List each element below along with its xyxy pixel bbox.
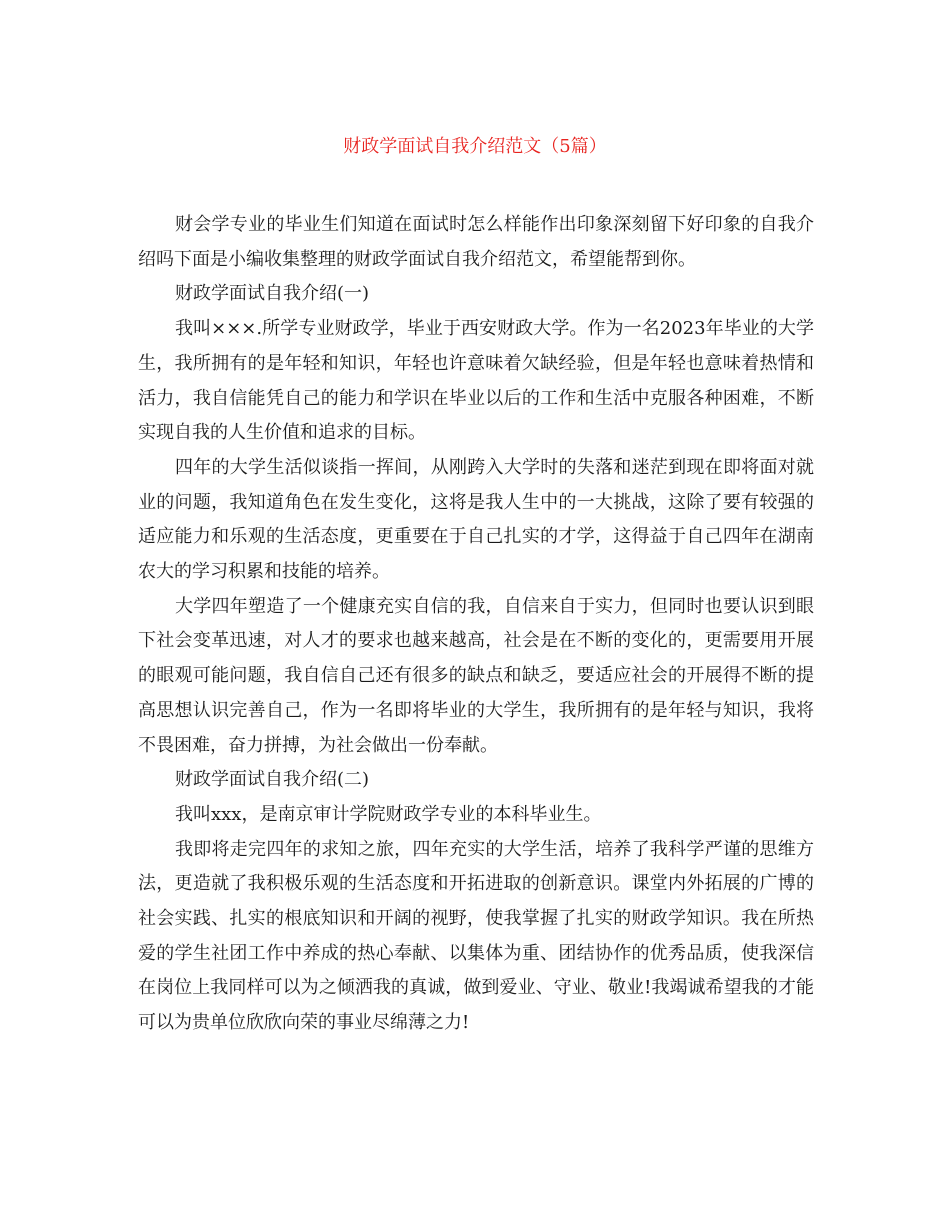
paragraph: 我即将走完四年的求知之旅，四年充实的大学生活，培养了我科学严谨的思维方法，更造就了我积极乐观的生活态度和开拓进取的创新意识。课堂内外拓展的广博的社会实践、扎实的根底知识和开阔的视野，使我掌握了扎实的财政学知识。我在所热爱的学生社团工作中养成的热心奉献、以集体为重、团结协作的优秀品质，使我深信在岗位上我同样可以为之倾洒我的真诚，做到爱业、守业、敬业!我竭诚希望我的才能可以为贵单位欣欣向荣的事业尽绵薄之力! [138, 838, 814, 1034]
section-heading-2: 财政学面试自我介绍(二) [175, 769, 370, 791]
document-title: 财政学面试自我介绍范文（5篇） [343, 136, 607, 157]
paragraph: 大学四年塑造了一个健康充实自信的我，自信来自于实力，但同时也要认识到眼下社会变革迅速，对人才的要求也越来越高，社会是在不断的变化的，更需要用开展的眼观可能问题，我自信自己还有很多的缺点和缺乏，要适应社会的开展得不断的提高思想认识完善自己，作为一名即将毕业的大学生，我所拥有的是年轻与知识，我将不畏困难，奋力拼搏，为社会做出一份奉献。 [138, 595, 814, 756]
paragraph: 我叫×××.所学专业财政学，毕业于西安财政大学。作为一名2023年毕业的大学生，我所拥有的是年轻和知识，年轻也许意味着欠缺经验，但是年轻也意味着热情和活力，我自信能凭自己的能力和学识在毕业以后的工作和生活中克服各种困难，不断实现自我的人生价值和追求的目标。 [138, 318, 814, 444]
paragraph: 四年的大学生活似谈指一挥间，从刚跨入大学时的失落和迷茫到现在即将面对就业的问题，我知道角色在发生变化，这将是我人生中的一大挑战，这除了要有较强的适应能力和乐观的生活态度，更重要在于自己扎实的才学，这得益于自己四年在湖南农大的学习积累和技能的培养。 [138, 456, 814, 583]
paragraph-intro: 财会学专业的毕业生们知道在面试时怎么样能作出印象深刻留下好印象的自我介绍吗下面是小编收集整理的财政学面试自我介绍范文，希望能帮到你。 [138, 214, 814, 270]
section-heading-1: 财政学面试自我介绍(一) [175, 283, 370, 305]
document-body [138, 208, 814, 1041]
paragraph: 我叫xxx，是南京审计学院财政学专业的本科毕业生。 [175, 803, 602, 825]
